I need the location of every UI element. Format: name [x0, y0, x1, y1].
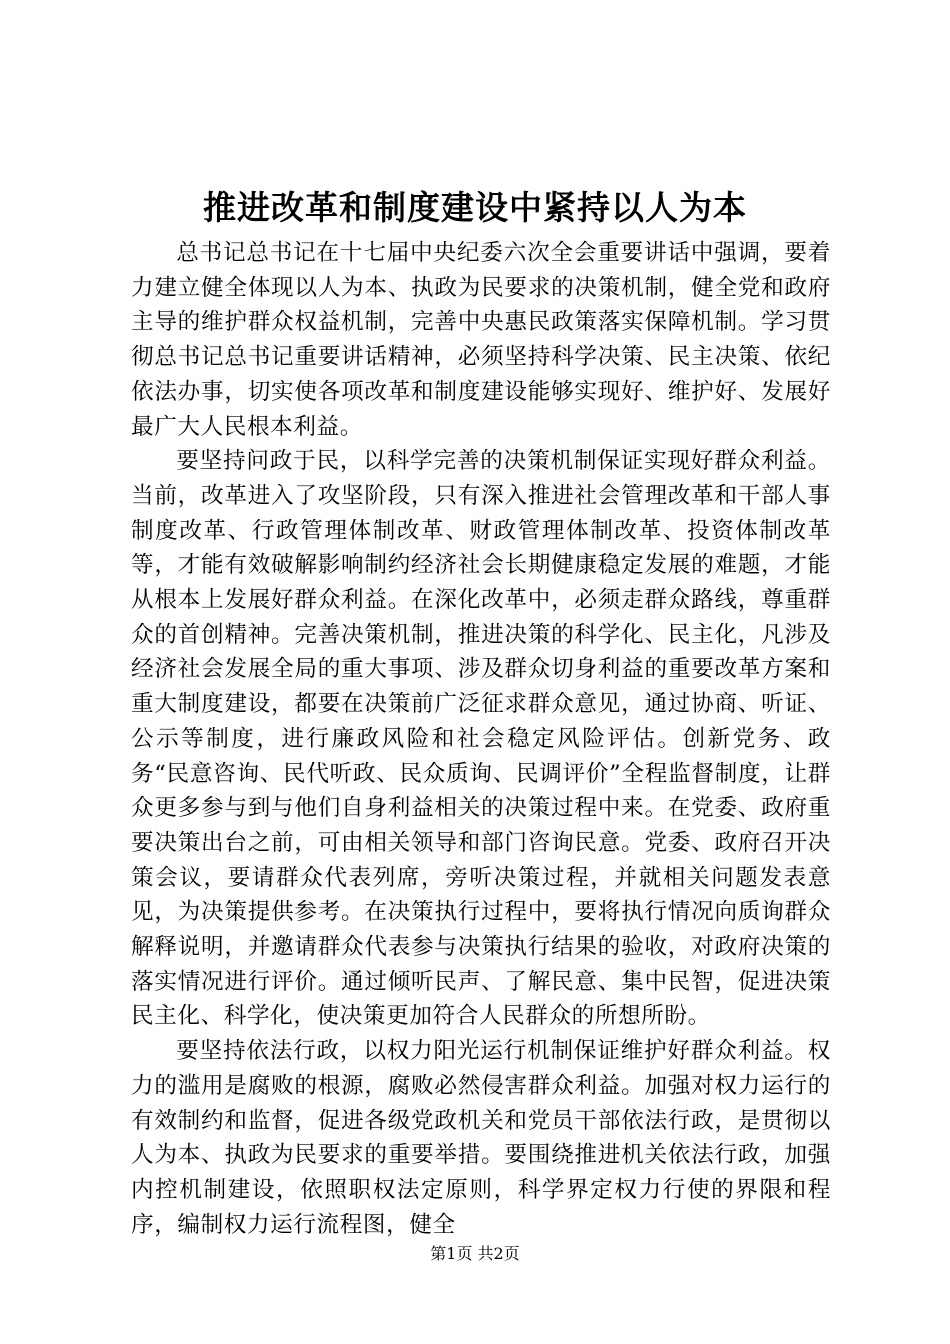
- document-body: [131, 236, 831, 1242]
- paragraph-1: 总书记总书记在十七届中央纪委六次全会重要讲话中强调，要着力建立健全体现以人为本、执政为民要求的决策机制，健全党和政府主导的维护群众权益机制，完善中央惠民政策落实保障机制。学习贯彻总书记总书记重要讲话精神，必须坚持科学决策、民主决策、依纪依法办事，切实使各项改革和制度建设能够实现好、维护好、发展好最广大人民根本利益。: [131, 240, 831, 440]
- paragraph-2: 要坚持问政于民，以科学完善的决策机制保证实现好群众利益。当前，改革进入了攻坚阶段，只有深入推进社会管理改革和干部人事制度改革、行政管理体制改革、财政管理体制改革、投资体制改革等，才能有效破解影响制约经济社会长期健康稳定发展的难题，才能从根本上发展好群众利益。在深化改革中，必须走群众路线，尊重群众的首创精神。完善决策机制，推进决策的科学化、民主化，凡涉及经济社会发展全局的重大事项、涉及群众切身利益的重要改革方案和重大制度建设，都要在决策前广泛征求群众意见，通过协商、听证、公示等制度，进行廉政风险和社会稳定风险评估。创新党务、政务“民意咨询、民代听政、民众质询、民调评价”全程监督制度，让群众更多参与到与他们自身利益相关的决策过程中来。在党委、政府重要决策出台之前，可由相关领导和部门咨询民意。党委、政府召开决策会议，要请群众代表列席，旁听决策过程，并就相关问题发表意见，为决策提供参考。在决策执行过程中，要将执行情况向质询群众解释说明，并邀请群众代表参与决策执行结果的验收，对政府决策的落实情况进行评价。通过倾听民声、了解民意、集中民智，促进决策民主化、科学化，使决策更加符合人民群众的所想所盼。: [131, 448, 831, 1030]
- page-footer: 第1页 共2页: [430, 1244, 520, 1263]
- document-title: 推进改革和制度建设中紧持以人为本: [203, 188, 747, 227]
- paragraph-3: 要坚持依法行政，以权力阳光运行机制保证维护好群众利益。权力的滥用是腐败的根源，腐败必然侵害群众利益。加强对权力运行的有效制约和监督，促进各级党政机关和党员干部依法行政，是贯彻以人为本、执政为民要求的重要举措。要围绕推进机关依法行政，加强内控机制建设，依照职权法定原则，科学界定权力行使的界限和程序，编制权力运行流程图，健全: [131, 1038, 831, 1238]
